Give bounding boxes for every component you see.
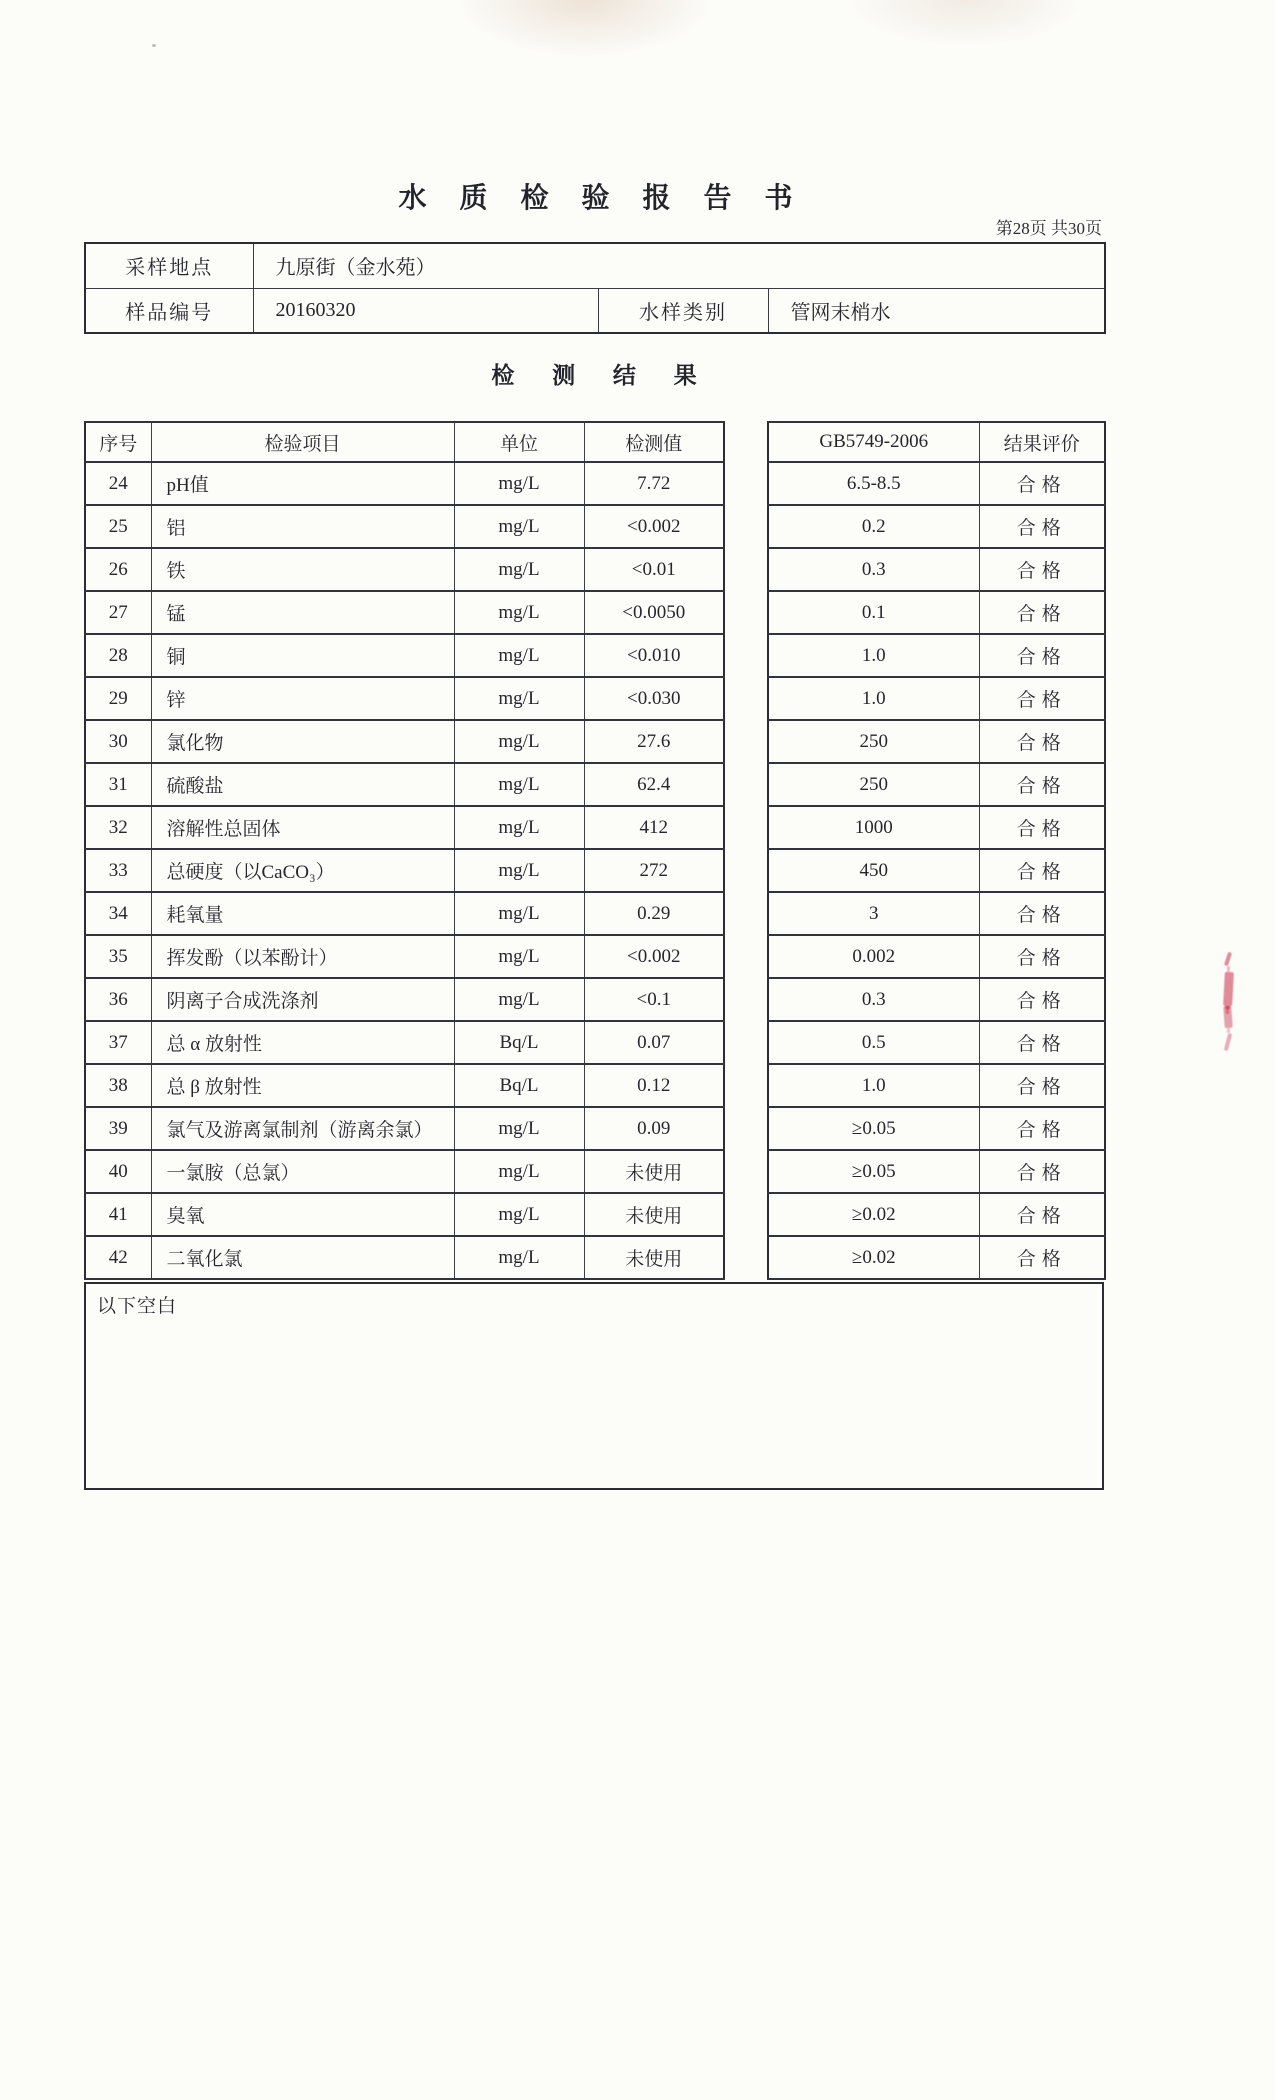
col-header-evaluation: 结果评价 bbox=[979, 422, 1105, 462]
results-table-right bbox=[767, 421, 1106, 1280]
col-header-no: 序号 bbox=[85, 422, 151, 462]
table-row bbox=[768, 462, 1105, 505]
unit-value: Bq/L bbox=[454, 1064, 584, 1107]
results-table-left bbox=[84, 421, 725, 1280]
measured-value: 未使用 bbox=[584, 1236, 724, 1279]
unit-value: mg/L bbox=[454, 935, 584, 978]
standard-limit: 450 bbox=[768, 849, 979, 892]
item-name: 锌 bbox=[151, 677, 454, 720]
standard-limit: 0.5 bbox=[768, 1021, 979, 1064]
measured-value: 272 bbox=[584, 849, 724, 892]
standard-limit: ≥0.02 bbox=[768, 1236, 979, 1279]
result-evaluation: 合格 bbox=[979, 677, 1105, 720]
result-evaluation: 合格 bbox=[979, 935, 1105, 978]
table-row bbox=[768, 1021, 1105, 1064]
row-number: 41 bbox=[85, 1193, 151, 1236]
result-evaluation: 合格 bbox=[979, 505, 1105, 548]
table-row bbox=[768, 1193, 1105, 1236]
table-row bbox=[768, 1236, 1105, 1279]
measured-value: 412 bbox=[584, 806, 724, 849]
standard-limit: 0.002 bbox=[768, 935, 979, 978]
item-name: 一氯胺（总氯） bbox=[151, 1150, 454, 1193]
item-name: 二氧化氯 bbox=[151, 1236, 454, 1279]
item-name: 锰 bbox=[151, 591, 454, 634]
standard-limit: 250 bbox=[768, 763, 979, 806]
row-number: 28 bbox=[85, 634, 151, 677]
table-row bbox=[768, 634, 1105, 677]
row-number: 34 bbox=[85, 892, 151, 935]
water-type-label: 水样类别 bbox=[598, 288, 768, 333]
result-evaluation: 合格 bbox=[979, 1064, 1105, 1107]
measured-value: 27.6 bbox=[584, 720, 724, 763]
table-row bbox=[768, 720, 1105, 763]
sample-info-table bbox=[84, 242, 1106, 334]
result-evaluation: 合格 bbox=[979, 892, 1105, 935]
unit-value: mg/L bbox=[454, 1236, 584, 1279]
result-evaluation: 合格 bbox=[979, 1107, 1105, 1150]
table-row bbox=[768, 548, 1105, 591]
col-header-item: 检验项目 bbox=[151, 422, 454, 462]
item-name: pH值 bbox=[151, 462, 454, 505]
table-row bbox=[85, 720, 724, 763]
table-row bbox=[85, 849, 724, 892]
table-row bbox=[85, 677, 724, 720]
measured-value: 0.29 bbox=[584, 892, 724, 935]
unit-value: mg/L bbox=[454, 591, 584, 634]
result-evaluation: 合格 bbox=[979, 806, 1105, 849]
row-number: 39 bbox=[85, 1107, 151, 1150]
standard-limit: 1.0 bbox=[768, 634, 979, 677]
row-number: 37 bbox=[85, 1021, 151, 1064]
item-name: 臭氧 bbox=[151, 1193, 454, 1236]
measured-value: <0.002 bbox=[584, 505, 724, 548]
result-evaluation: 合格 bbox=[979, 720, 1105, 763]
table-row bbox=[768, 978, 1105, 1021]
table-row bbox=[768, 892, 1105, 935]
measured-value: 0.12 bbox=[584, 1064, 724, 1107]
sample-number-label: 样品编号 bbox=[85, 288, 253, 333]
unit-value: mg/L bbox=[454, 462, 584, 505]
result-evaluation: 合格 bbox=[979, 462, 1105, 505]
scan-speck bbox=[152, 44, 156, 47]
standard-limit: 1.0 bbox=[768, 1064, 979, 1107]
table-row bbox=[85, 806, 724, 849]
sampling-location-label: 采样地点 bbox=[85, 243, 253, 288]
result-evaluation: 合格 bbox=[979, 849, 1105, 892]
table-header-row bbox=[85, 422, 724, 462]
table-row bbox=[768, 1064, 1105, 1107]
standard-limit: 250 bbox=[768, 720, 979, 763]
table-header-row bbox=[768, 422, 1105, 462]
unit-value: mg/L bbox=[454, 763, 584, 806]
row-number: 33 bbox=[85, 849, 151, 892]
measured-value: 未使用 bbox=[584, 1193, 724, 1236]
table-row bbox=[85, 935, 724, 978]
standard-limit: 0.3 bbox=[768, 978, 979, 1021]
result-evaluation: 合格 bbox=[979, 1236, 1105, 1279]
measured-value: 7.72 bbox=[584, 462, 724, 505]
col-header-standard: GB5749-2006 bbox=[768, 422, 979, 462]
measured-value: <0.0050 bbox=[584, 591, 724, 634]
item-name: 阴离子合成洗涤剂 bbox=[151, 978, 454, 1021]
item-name: 氯化物 bbox=[151, 720, 454, 763]
table-row bbox=[85, 548, 724, 591]
measured-value: <0.030 bbox=[584, 677, 724, 720]
table-row bbox=[85, 288, 1105, 333]
table-row bbox=[768, 505, 1105, 548]
table-row bbox=[85, 892, 724, 935]
result-evaluation: 合格 bbox=[979, 1021, 1105, 1064]
unit-value: mg/L bbox=[454, 1193, 584, 1236]
item-name: 硫酸盐 bbox=[151, 763, 454, 806]
sampling-location-value: 九原街（金水苑） bbox=[253, 243, 1105, 288]
scan-smudge bbox=[455, 0, 715, 58]
row-number: 42 bbox=[85, 1236, 151, 1279]
table-row bbox=[768, 1150, 1105, 1193]
measured-value: 0.09 bbox=[584, 1107, 724, 1150]
unit-value: mg/L bbox=[454, 978, 584, 1021]
measured-value: 62.4 bbox=[584, 763, 724, 806]
result-evaluation: 合格 bbox=[979, 763, 1105, 806]
row-number: 26 bbox=[85, 548, 151, 591]
item-name: 铜 bbox=[151, 634, 454, 677]
table-row bbox=[85, 1107, 724, 1150]
blank-below-note: 以下空白 bbox=[97, 1296, 178, 1317]
unit-value: mg/L bbox=[454, 634, 584, 677]
result-evaluation: 合格 bbox=[979, 548, 1105, 591]
standard-limit: 1000 bbox=[768, 806, 979, 849]
table-row bbox=[85, 1193, 724, 1236]
item-name: 氯气及游离氯制剂（游离余氯） bbox=[151, 1107, 454, 1150]
col-header-unit: 单位 bbox=[454, 422, 584, 462]
row-number: 29 bbox=[85, 677, 151, 720]
unit-value: mg/L bbox=[454, 505, 584, 548]
document-title: 水 质 检 验 报 告 书 bbox=[398, 183, 806, 214]
table-row bbox=[768, 763, 1105, 806]
scan-smudge bbox=[845, 0, 1085, 48]
row-number: 25 bbox=[85, 505, 151, 548]
item-name: 溶解性总固体 bbox=[151, 806, 454, 849]
blank-remainder-box bbox=[84, 1282, 1104, 1490]
measured-value: 未使用 bbox=[584, 1150, 724, 1193]
table-row bbox=[768, 1107, 1105, 1150]
row-number: 24 bbox=[85, 462, 151, 505]
item-name: 耗氧量 bbox=[151, 892, 454, 935]
unit-value: mg/L bbox=[454, 892, 584, 935]
table-row bbox=[85, 763, 724, 806]
water-type-value: 管网末梢水 bbox=[768, 288, 1105, 333]
unit-value: mg/L bbox=[454, 548, 584, 591]
row-number: 30 bbox=[85, 720, 151, 763]
table-row bbox=[768, 849, 1105, 892]
row-number: 27 bbox=[85, 591, 151, 634]
table-row bbox=[768, 591, 1105, 634]
unit-value: mg/L bbox=[454, 806, 584, 849]
sample-number-value: 20160320 bbox=[253, 288, 598, 333]
measured-value: <0.1 bbox=[584, 978, 724, 1021]
result-evaluation: 合格 bbox=[979, 978, 1105, 1021]
result-evaluation: 合格 bbox=[979, 1193, 1105, 1236]
item-name: 铁 bbox=[151, 548, 454, 591]
item-name: 铝 bbox=[151, 505, 454, 548]
table-row bbox=[85, 243, 1105, 288]
col-header-value: 检测值 bbox=[584, 422, 724, 462]
table-row bbox=[85, 1064, 724, 1107]
measured-value: <0.01 bbox=[584, 548, 724, 591]
table-row bbox=[85, 505, 724, 548]
item-name: 挥发酚（以苯酚计） bbox=[151, 935, 454, 978]
standard-limit: 3 bbox=[768, 892, 979, 935]
unit-value: mg/L bbox=[454, 677, 584, 720]
unit-value: mg/L bbox=[454, 849, 584, 892]
red-ink-margin-marks bbox=[1218, 952, 1238, 1127]
item-name: 总硬度（以CaCO₃） bbox=[151, 849, 454, 892]
standard-limit: 0.2 bbox=[768, 505, 979, 548]
page-number-note: 第28页 共30页 bbox=[995, 219, 1102, 238]
table-row bbox=[768, 677, 1105, 720]
standard-limit: 6.5-8.5 bbox=[768, 462, 979, 505]
standard-limit: ≥0.05 bbox=[768, 1107, 979, 1150]
unit-value: mg/L bbox=[454, 720, 584, 763]
unit-value: mg/L bbox=[454, 1107, 584, 1150]
row-number: 40 bbox=[85, 1150, 151, 1193]
table-row bbox=[85, 462, 724, 505]
table-row bbox=[85, 1021, 724, 1064]
results-heading: 检 测 结 果 bbox=[491, 363, 713, 388]
item-name: 总 α 放射性 bbox=[151, 1021, 454, 1064]
row-number: 36 bbox=[85, 978, 151, 1021]
table-row bbox=[768, 806, 1105, 849]
measured-value: <0.002 bbox=[584, 935, 724, 978]
result-evaluation: 合格 bbox=[979, 591, 1105, 634]
table-row bbox=[85, 1236, 724, 1279]
row-number: 31 bbox=[85, 763, 151, 806]
item-name: 总 β 放射性 bbox=[151, 1064, 454, 1107]
unit-value: mg/L bbox=[454, 1150, 584, 1193]
standard-limit: 1.0 bbox=[768, 677, 979, 720]
table-row bbox=[85, 591, 724, 634]
table-row bbox=[85, 1150, 724, 1193]
table-row bbox=[85, 634, 724, 677]
measured-value: 0.07 bbox=[584, 1021, 724, 1064]
table-row bbox=[85, 978, 724, 1021]
table-row bbox=[768, 935, 1105, 978]
unit-value: Bq/L bbox=[454, 1021, 584, 1064]
row-number: 35 bbox=[85, 935, 151, 978]
result-evaluation: 合格 bbox=[979, 1150, 1105, 1193]
standard-limit: ≥0.05 bbox=[768, 1150, 979, 1193]
standard-limit: 0.3 bbox=[768, 548, 979, 591]
result-evaluation: 合格 bbox=[979, 634, 1105, 677]
row-number: 32 bbox=[85, 806, 151, 849]
row-number: 38 bbox=[85, 1064, 151, 1107]
standard-limit: 0.1 bbox=[768, 591, 979, 634]
measured-value: <0.010 bbox=[584, 634, 724, 677]
standard-limit: ≥0.02 bbox=[768, 1193, 979, 1236]
